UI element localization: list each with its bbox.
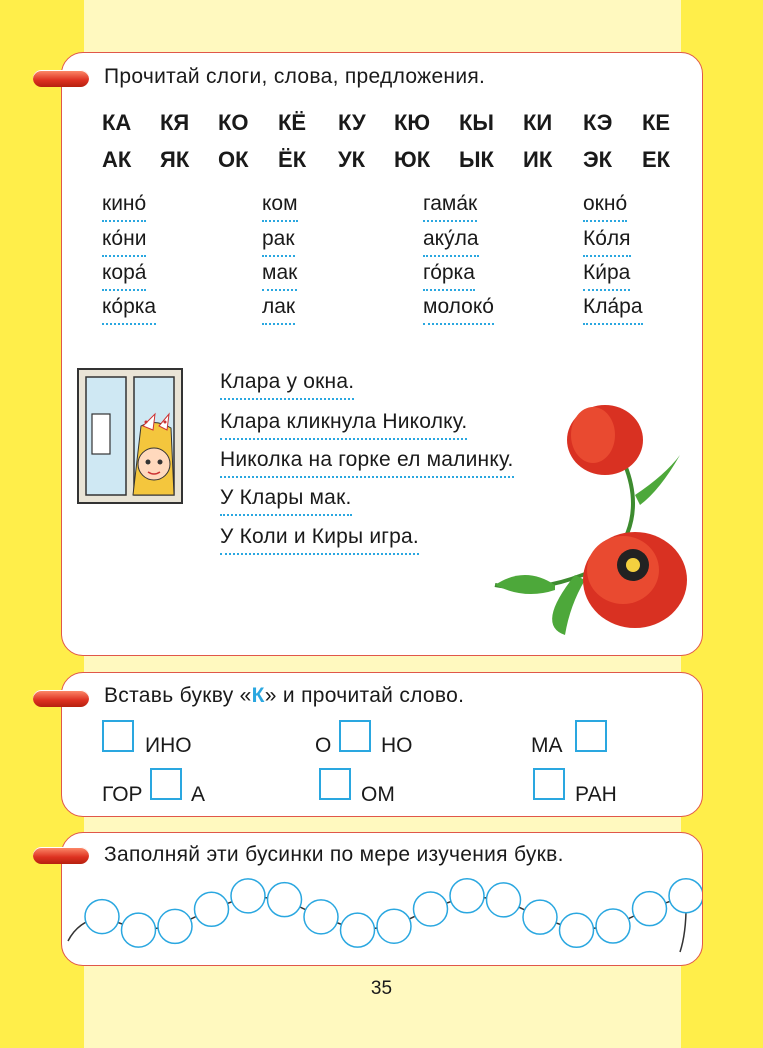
bead[interactable] [231, 879, 265, 913]
word: го́рка [423, 261, 475, 291]
bead[interactable] [487, 883, 521, 917]
syllable: КУ [338, 110, 366, 135]
bead[interactable] [195, 892, 229, 926]
section-marker-icon [33, 847, 89, 864]
syllable: КЭ [583, 110, 613, 135]
bead[interactable] [450, 879, 484, 913]
word: кора́ [102, 261, 146, 291]
syllable: КЮ [394, 110, 431, 135]
word: окно́ [583, 192, 627, 222]
letter-k: К [251, 684, 265, 707]
syllable: ИК [523, 147, 553, 172]
fragment-gor: ГОР [102, 783, 143, 806]
syllable: ЭК [583, 147, 613, 172]
reading-instruction: Прочитай слоги, слова, предложения. [104, 65, 486, 88]
bead[interactable] [669, 879, 702, 913]
word: Ки́ра [583, 261, 630, 291]
syllable: КА [102, 110, 132, 135]
beads-string [62, 866, 702, 961]
fragment-om: ОМ [361, 783, 395, 806]
word: молоко́ [423, 295, 494, 325]
sentence: Клара у окна. [220, 370, 354, 400]
letter-box-2[interactable] [339, 720, 371, 752]
word: ко́рка [102, 295, 156, 325]
syllable: КИ [523, 110, 553, 135]
sentence: Клара кликнула Николку. [220, 410, 467, 440]
page-number: 35 [370, 978, 393, 999]
letter-box-1[interactable] [102, 720, 134, 752]
syllable: ЕК [642, 147, 671, 172]
syllable: ЫК [459, 147, 494, 172]
sentence: У Коли и Киры игра. [220, 525, 419, 555]
fragment-ran: РАН [575, 783, 617, 806]
word: ко́ни [102, 227, 146, 257]
bead[interactable] [414, 892, 448, 926]
bead[interactable] [268, 883, 302, 917]
bead[interactable] [122, 913, 156, 947]
fragment-ino: ИНО [145, 734, 192, 757]
letter-box-3[interactable] [575, 720, 607, 752]
word: кино́ [102, 192, 146, 222]
bead[interactable] [85, 900, 119, 934]
syllable: УК [338, 147, 366, 172]
instruction-part: » и прочитай слово. [264, 684, 465, 707]
syllable: КЕ [642, 110, 671, 135]
bead[interactable] [523, 900, 557, 934]
section-marker-icon [33, 70, 89, 87]
word: мак [262, 261, 297, 291]
syllable: КЯ [160, 110, 190, 135]
bead[interactable] [377, 909, 411, 943]
fragment-a: А [191, 783, 206, 806]
bead[interactable] [158, 909, 192, 943]
fragment-ma: МА [531, 734, 563, 757]
bead[interactable] [341, 913, 375, 947]
window-girl-illustration [75, 366, 185, 506]
beads-instruction: Заполняй эти бусинки по мере изучения букв. [104, 843, 564, 866]
syllable: КЁ [278, 110, 307, 135]
letter-box-5[interactable] [319, 768, 351, 800]
fragment-no: НО [381, 734, 413, 757]
bead[interactable] [304, 900, 338, 934]
poppy-illustration [455, 395, 700, 645]
syllable: АК [102, 147, 132, 172]
bead[interactable] [560, 913, 594, 947]
word: Кла́ра [583, 295, 643, 325]
word: аку́ла [423, 227, 479, 257]
syllable: ЮК [394, 147, 431, 172]
letter-box-4[interactable] [150, 768, 182, 800]
syllable: КО [218, 110, 249, 135]
word: ком [262, 192, 298, 222]
bead[interactable] [633, 892, 667, 926]
word: рак [262, 227, 295, 257]
syllable: ЁК [278, 147, 307, 172]
letter-box-6[interactable] [533, 768, 565, 800]
insert-letter-instruction [104, 684, 464, 708]
word: лак [262, 295, 295, 325]
section-marker-icon [33, 690, 89, 707]
fragment-o: О [315, 734, 332, 757]
word: гама́к [423, 192, 477, 222]
word: Ко́ля [583, 227, 631, 257]
syllable: ЯК [160, 147, 190, 172]
syllable: КЫ [459, 110, 494, 135]
syllable: ОК [218, 147, 249, 172]
sentence: У Клары мак. [220, 486, 352, 516]
instruction-part: Вставь букву « [104, 684, 252, 707]
sentence: Николка на горке ел малинку. [220, 448, 514, 478]
bead[interactable] [596, 909, 630, 943]
